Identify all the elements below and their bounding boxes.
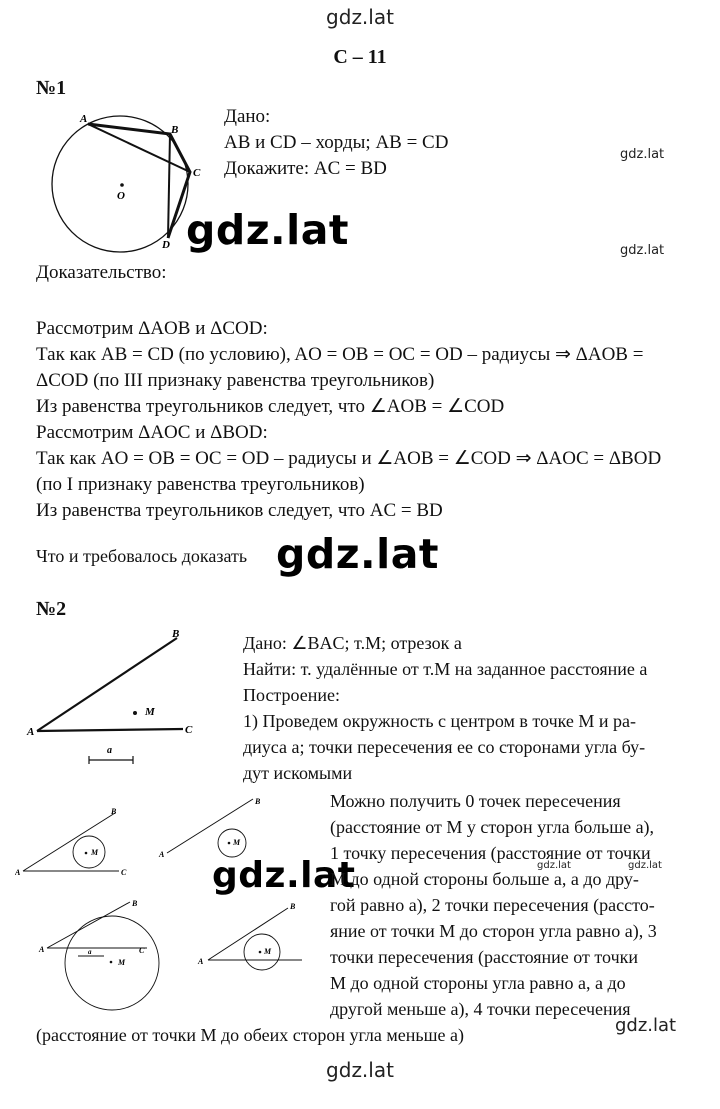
proof-line-6: Так как AO = OB = OC = OD – радиусы и ∠AOB = ∠COD ⇒ ΔAOC = ΔBOD (36, 448, 662, 469)
task2-number: №2 (36, 598, 67, 620)
watermark-tiny-1: gdz.lat (537, 860, 571, 871)
case-figure-one-point (155, 795, 280, 860)
page-title: С – 11 (333, 46, 387, 68)
watermark-large-1: gdz.lat (186, 206, 349, 254)
main-label-segment-a: a (107, 745, 112, 756)
proof-line-1: Рассмотрим ΔAOB и ΔCOD: (36, 318, 268, 339)
watermark-top: gdz.lat (326, 5, 394, 29)
case-figure-zero-points (15, 805, 160, 880)
case4-label-m: M (264, 947, 272, 956)
task2-last-line: (расстояние от точки M до обеих сторон угла меньше a) (36, 1025, 464, 1045)
proof-line-2: Так как AB = CD (по условию), AO = OB = OC = OD – радиусы ⇒ ΔAOB = (36, 344, 644, 365)
task2-right-line-4: M до одной стороны больше a, а до дру- (330, 869, 639, 889)
watermark-small-2: gdz.lat (620, 243, 665, 258)
task2-right-line-1: Можно получить 0 точек пересечения (330, 791, 621, 811)
case4-label-b: B (290, 902, 296, 911)
proof-line-8: Из равенства треугольников следует, что AC = BD (36, 500, 443, 521)
case3-label-b: B (132, 900, 138, 908)
watermark-large-3: gdz.lat (212, 855, 356, 896)
case-figure-two-points (192, 900, 317, 975)
case1-label-b: B (111, 807, 117, 816)
case1-label-c: C (121, 868, 127, 877)
case1-label-a: A (15, 868, 21, 877)
main-label-a: A (27, 726, 35, 738)
case3-label-c: C (139, 946, 145, 955)
proof-line-4: Из равенства треугольников следует, что ∠AOB = ∠COD (36, 396, 505, 417)
task2-line-5: диуса a; точки пересечения ее со сторонами угла бу- (243, 737, 646, 757)
task2-right-line-5: гой равно a), 2 точки пересечения (рассто- (330, 895, 655, 915)
case-figure-three-points (35, 900, 185, 1025)
task2-line-2: Найти: т. удалённые от т.M на заданное расстояние a (243, 659, 648, 679)
task2-line-4: 1) Проведем окружность с центром в точке M и ра- (243, 711, 637, 731)
case2-label-m: M (233, 838, 241, 847)
task2-main-figure (25, 625, 210, 775)
main-label-m: M (145, 706, 155, 718)
case1-label-m: M (91, 848, 99, 857)
task2-right-line-3: 1 точку пересечения (расстояние от точки (330, 843, 651, 863)
task2-right-line-7: точки пересечения (расстояние от точки (330, 947, 638, 967)
task1-conclusion: Что и требовалось доказать (36, 546, 248, 566)
label-b: B (171, 124, 179, 136)
task2-right-line-9: другой меньше a), 4 точки пересечения (330, 999, 631, 1019)
task2-right-line-8: M до одной стороны угла равно a, а до (330, 973, 626, 993)
watermark-small-1: gdz.lat (620, 147, 665, 162)
case3-label-segment-a: a (88, 948, 92, 956)
case2-label-b: B (255, 797, 261, 806)
case4-label-a: A (198, 957, 204, 966)
watermark-large-2: gdz.lat (276, 530, 439, 578)
watermark-bottom: gdz.lat (326, 1058, 394, 1082)
label-o: O (117, 190, 125, 202)
task2-right-line-2: (расстояние от M у сторон угла больше a), (330, 817, 655, 837)
watermark-small-3: gdz.lat (615, 1015, 677, 1036)
label-c: C (193, 167, 201, 179)
main-label-c: C (185, 724, 193, 736)
proof-line-3: ΔCOD (по III признаку равенства треугольников) (36, 370, 435, 391)
case2-label-a: A (159, 850, 165, 859)
task2-line-3: Построение: (243, 685, 340, 705)
task1-given-heading: Дано: (224, 106, 271, 127)
task1-proof-heading: Доказательство: (36, 262, 167, 283)
watermark-tiny-2: gdz.lat (628, 860, 662, 871)
proof-line-5: Рассмотрим ΔAOC и ΔBOD: (36, 422, 268, 443)
label-a: A (80, 113, 88, 125)
task1-prove-line: Докажите: AC = BD (224, 158, 387, 179)
task2-right-line-6: яние от точки M до сторон угла равно a), 3 (330, 921, 657, 941)
case3-label-a: A (39, 945, 45, 954)
task1-number: №1 (36, 77, 67, 99)
label-d: D (162, 239, 170, 251)
task2-line-6: дут искомыми (243, 763, 353, 783)
task2-line-1: Дано: ∠BAC; т.M; отрезок a (243, 633, 462, 653)
task1-circle-figure (40, 100, 215, 255)
case3-label-m: M (118, 958, 126, 967)
task1-given-line: AB и CD – хорды; AB = CD (224, 132, 449, 153)
proof-line-7: (по I признаку равенства треугольников) (36, 474, 365, 495)
main-label-b: B (172, 628, 180, 640)
